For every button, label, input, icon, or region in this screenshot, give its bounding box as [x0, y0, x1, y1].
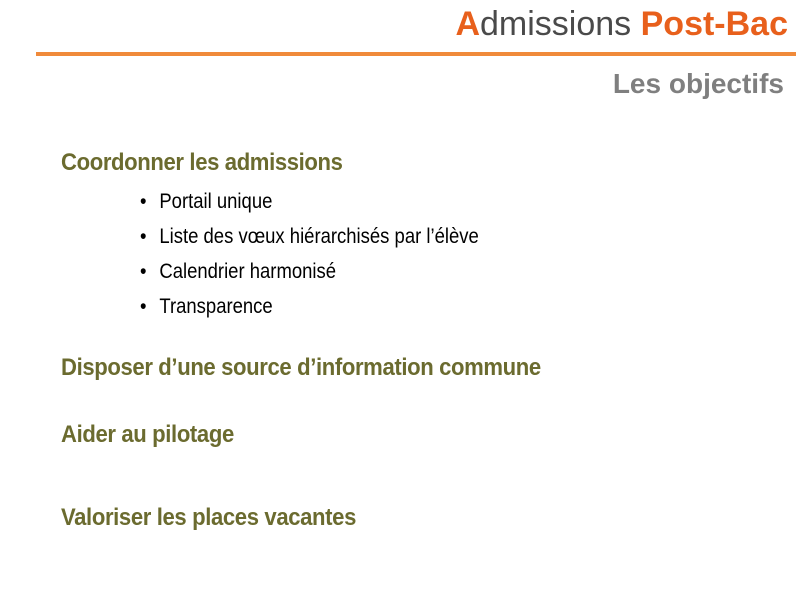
header-divider [36, 52, 796, 56]
objective-heading-1: Coordonner les admissions [61, 149, 343, 176]
list-item [140, 184, 479, 219]
list-item [140, 254, 479, 289]
objective-heading-2: Disposer d’une source d’information commune [61, 354, 541, 381]
list-item [140, 289, 479, 324]
list-item-text: Portail unique [159, 190, 273, 213]
bullet-icon: • [140, 225, 147, 248]
logo-initial: A [455, 5, 480, 43]
bullet-icon: • [140, 295, 147, 318]
objective-heading-4: Valoriser les places vacantes [61, 504, 356, 531]
list-item-text: Calendrier harmonisé [159, 260, 337, 283]
bullet-icon: • [140, 190, 147, 213]
list-item-text: Liste des vœux hiérarchisés par l’élève [159, 225, 479, 248]
logo-rest: dmissions [480, 5, 632, 43]
list-item-text: Transparence [159, 295, 273, 318]
bullet-icon: • [140, 260, 147, 283]
list-item [140, 219, 479, 254]
objective-1-sublist [140, 184, 525, 324]
objective-heading-3: Aider au pilotage [61, 421, 234, 448]
brand-logo [455, 4, 788, 44]
logo-suffix: Post-Bac [640, 5, 788, 43]
slide-title: Les objectifs [612, 68, 784, 99]
